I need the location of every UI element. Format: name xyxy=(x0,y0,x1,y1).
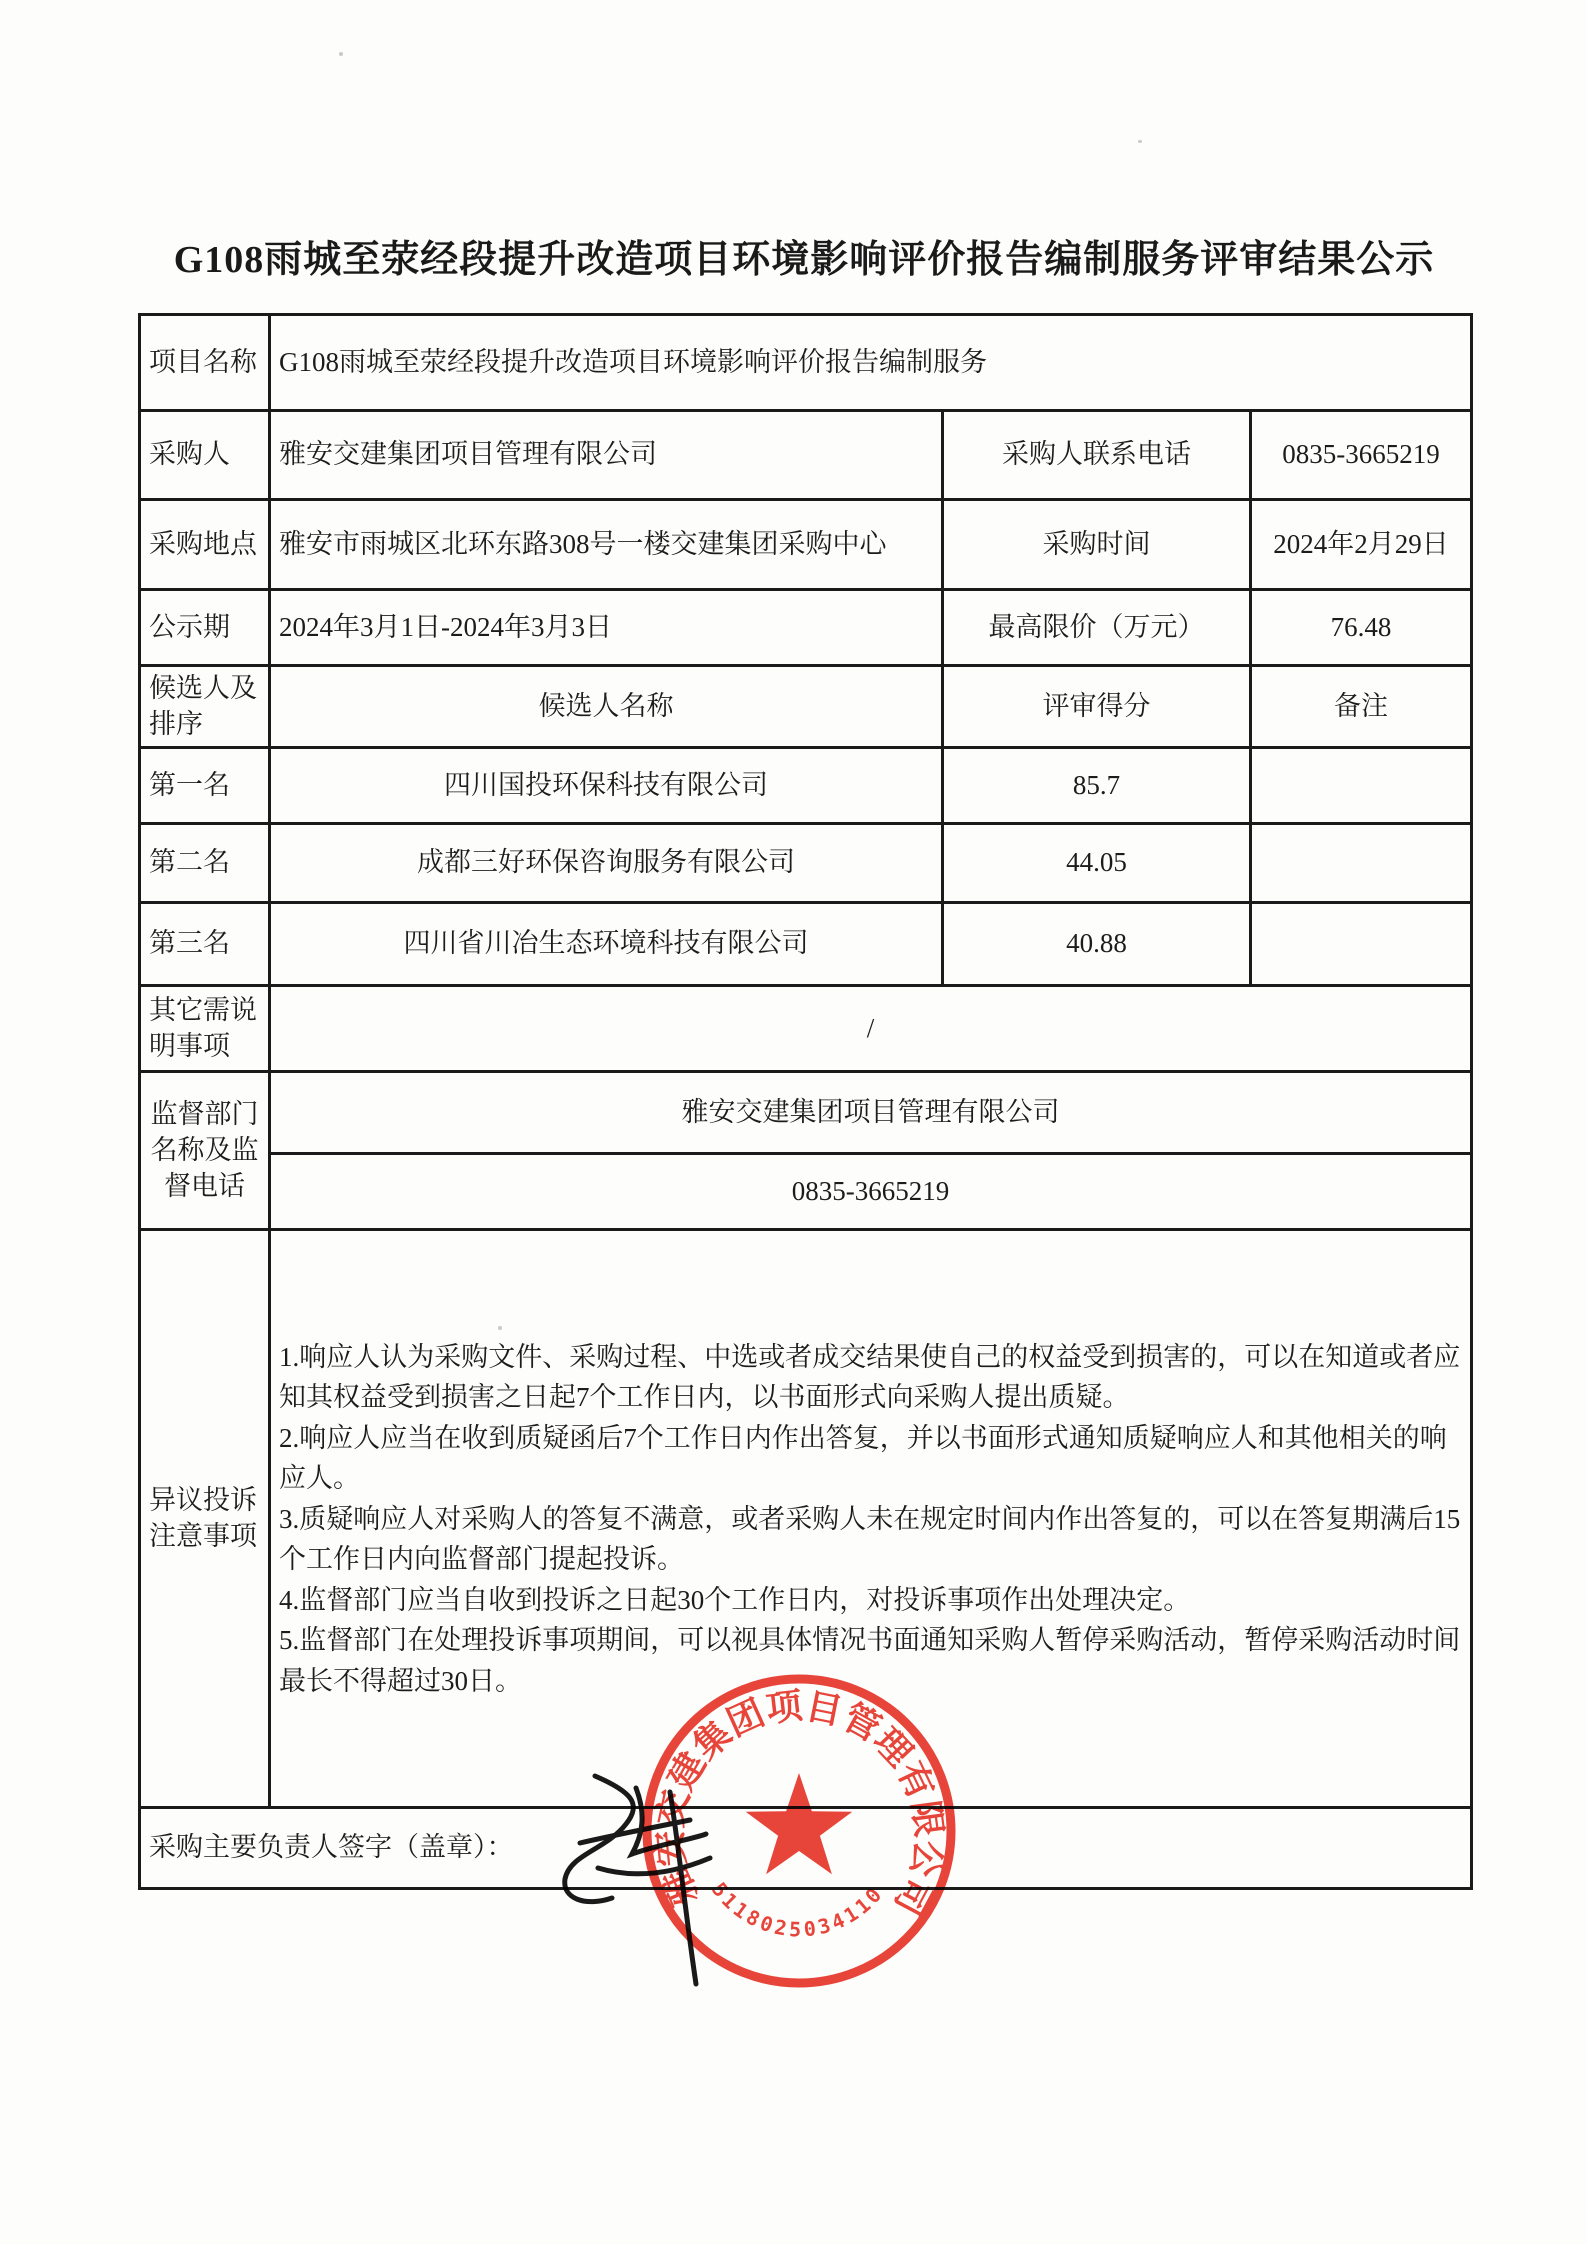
purchaser-phone-label: 采购人联系电话 xyxy=(943,411,1251,500)
candidate-remark-cell xyxy=(1251,748,1472,824)
candidate-remark-cell xyxy=(1251,903,1472,986)
candidate-rank: 第二名 xyxy=(140,824,270,903)
table-row-candidates-header xyxy=(140,666,1472,748)
publicity-value: 2024年3月1日-2024年3月3日 xyxy=(270,590,943,666)
candidate-name: 四川国投环保科技有限公司 xyxy=(270,748,943,824)
supervision-name-value: 雅安交建集团项目管理有限公司 xyxy=(270,1072,1472,1154)
location-label: 采购地点 xyxy=(140,500,270,590)
candidate-name: 成都三好环保咨询服务有限公司 xyxy=(270,824,943,903)
candidates-remark-header: 备注 xyxy=(1251,666,1472,748)
scan-speck xyxy=(1138,140,1142,143)
candidates-score-header: 评审得分 xyxy=(943,666,1251,748)
project-name-label: 项目名称 xyxy=(140,315,270,411)
table-row-supervision-name xyxy=(140,1072,1472,1154)
scan-speck xyxy=(339,52,343,56)
other-notes-value: / xyxy=(270,986,1472,1072)
complaint-item-4: 4.监督部门应当自收到投诉之日起30个工作日内，对投诉事项作出处理决定。 xyxy=(279,1584,1191,1615)
announcement-table xyxy=(138,313,1473,1890)
table-row-candidate-2 xyxy=(140,824,1472,903)
purchaser-label: 采购人 xyxy=(140,411,270,500)
candidate-name: 四川省川冶生态环境科技有限公司 xyxy=(270,903,943,986)
table-row-project xyxy=(140,315,1472,411)
candidate-score: 85.7 xyxy=(943,748,1251,824)
location-value: 雅安市雨城区北环东路308号一楼交建集团采购中心 xyxy=(270,500,943,590)
candidate-rank: 第一名 xyxy=(140,748,270,824)
max-price-value: 76.48 xyxy=(1251,590,1472,666)
table-row-purchaser xyxy=(140,411,1472,500)
candidate-rank: 第三名 xyxy=(140,903,270,986)
purchase-time-label: 采购时间 xyxy=(943,500,1251,590)
purchaser-phone-value: 0835-3665219 xyxy=(1251,411,1472,500)
project-name-value: G108雨城至荥经段提升改造项目环境影响评价报告编制服务 xyxy=(270,315,1472,411)
purchase-time-value: 2024年2月29日 xyxy=(1251,500,1472,590)
complaint-item-1: 1.响应人认为采购文件、采购过程、中选或者成交结果使自己的权益受到损害的，可以在知道或者应知其权益受到损害之日起7个工作日内，以书面形式向采购人提出质疑。 xyxy=(279,1341,1461,1412)
complaint-label: 异议投诉注意事项 xyxy=(140,1230,270,1808)
table-row-candidate-3 xyxy=(140,903,1472,986)
table-row-supervision-phone xyxy=(140,1154,1472,1230)
table-row-complaint-notes xyxy=(140,1230,1472,1808)
complaint-content-cell xyxy=(270,1230,1472,1808)
seal-company-arc-text: 雅安交建集团项目管理有限公司 xyxy=(648,1685,950,1922)
scan-speck xyxy=(498,1326,502,1330)
seal-number-arc-text: 5118025034110 xyxy=(706,1877,887,1942)
signature-row-label: 采购主要负责人签字（盖章）： xyxy=(140,1808,1472,1889)
table-row-signature xyxy=(140,1808,1472,1889)
candidate-score: 40.88 xyxy=(943,903,1251,986)
candidates-rank-header: 候选人及排序 xyxy=(140,666,270,748)
candidates-name-header: 候选人名称 xyxy=(270,666,943,748)
table-row-publicity xyxy=(140,590,1472,666)
candidate-score: 44.05 xyxy=(943,824,1251,903)
table-row-candidate-1 xyxy=(140,748,1472,824)
candidate-remark-cell xyxy=(1251,824,1472,903)
other-notes-label: 其它需说明事项 xyxy=(140,986,270,1072)
page-title: G108雨城至荥经段提升改造项目环境影响评价报告编制服务评审结果公示 xyxy=(173,239,1435,282)
purchaser-value: 雅安交建集团项目管理有限公司 xyxy=(270,411,943,500)
supervision-phone-value: 0835-3665219 xyxy=(270,1154,1472,1230)
complaint-item-5: 5.监督部门在处理投诉事项期间，可以视具体情况书面通知采购人暂停采购活动，暂停采购活动时间最长不得超过30日。 xyxy=(279,1625,1461,1696)
publicity-label: 公示期 xyxy=(140,590,270,666)
table-row-other-notes xyxy=(140,986,1472,1072)
table-row-location xyxy=(140,500,1472,590)
complaint-item-2: 2.响应人应当在收到质疑函后7个工作日内作出答复，并以书面形式通知质疑响应人和其他相关的响应人。 xyxy=(279,1422,1447,1493)
complaint-item-3: 3.质疑响应人对采购人的答复不满意，或者采购人未在规定时间内作出答复的，可以在答复期满后15个工作日内向监督部门提起投诉。 xyxy=(279,1503,1461,1574)
max-price-label: 最高限价（万元） xyxy=(943,590,1251,666)
supervision-label: 监督部门名称及监督电话 xyxy=(140,1072,270,1230)
